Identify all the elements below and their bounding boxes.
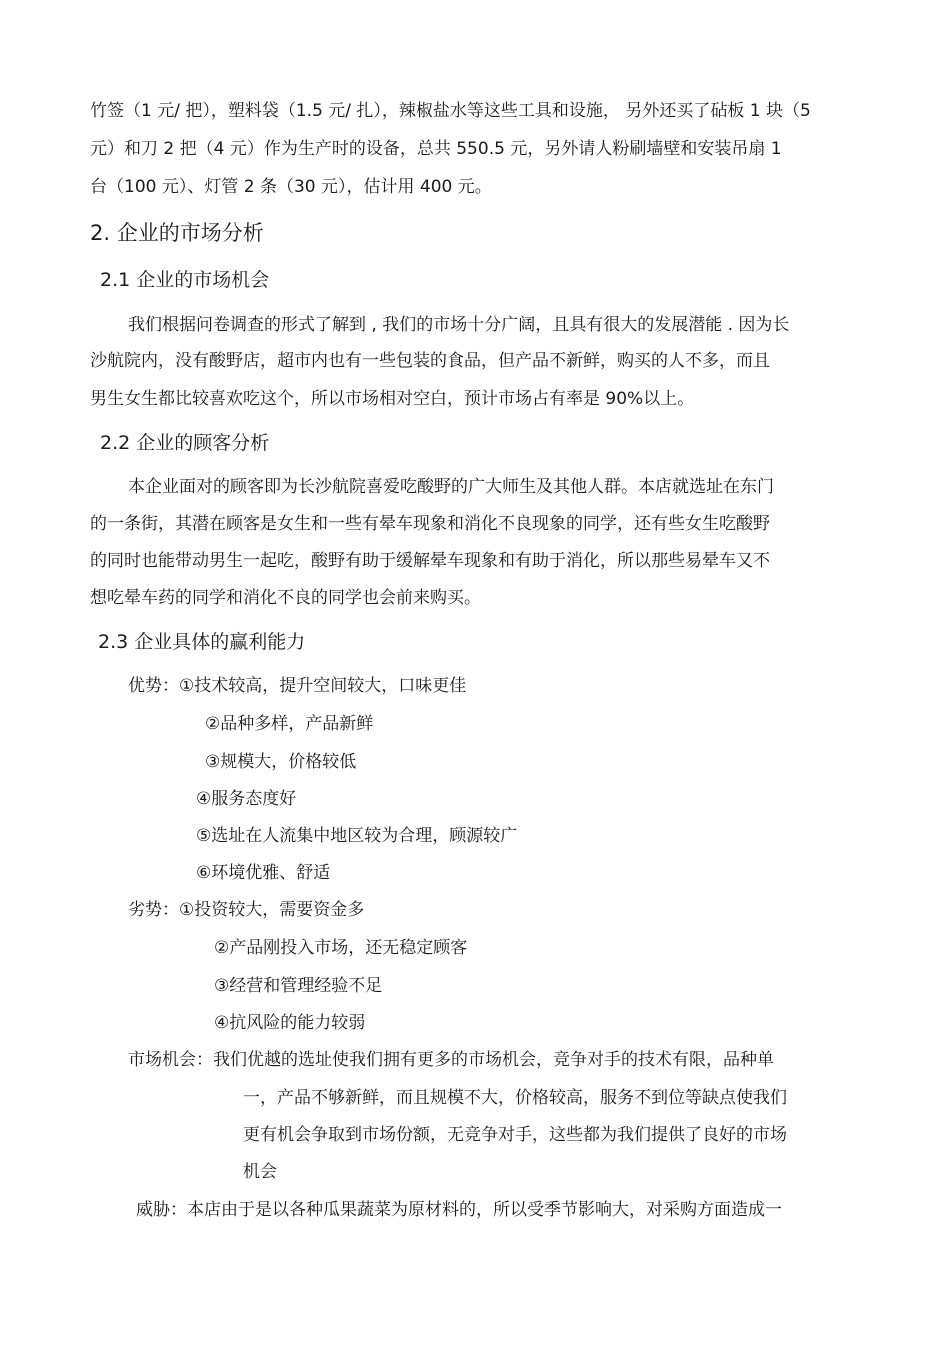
subsection-heading: 2.2 企业的顾客分析 (100, 432, 270, 454)
text-line: 元）和刀 2 把（4 元）作为生产时的设备，总共 550.5 元，另外请人粉刷墙壁和安装吊扇 1 (90, 139, 782, 159)
text-line: 沙航院内，没有酸野店，超市内也有一些包装的食品，但产品不新鲜，购买的人不多，而且 (90, 351, 770, 371)
subsection-heading: 2.3 企业具体的赢利能力 (98, 631, 306, 653)
disadvantage-item: ②产品刚投入市场，还无稳定顾客 (214, 938, 468, 958)
disadvantage-item: ④抗风险的能力较弱 (214, 1013, 366, 1033)
opportunity-text: 更有机会争取到市场份额，无竞争对手，这些都为我们提供了良好的市场 (243, 1125, 787, 1145)
text-line: 的同时也能带动男生一起吃，酸野有助于缓解晕车现象和有助于消化，所以那些易晕车又不 (90, 551, 770, 571)
text-line: 我们根据问卷调查的形式了解到 , 我们的市场十分广阔，且具有很大的发展潜能 . 因为长 (128, 315, 790, 335)
advantage-item: ③规模大，价格较低 (205, 752, 357, 772)
advantage-item: ②品种多样，产品新鲜 (205, 714, 374, 734)
text-line: 的一条街，其潜在顾客是女生和一些有晕车现象和消化不良现象的同学，还有些女生吃酸野 (90, 514, 770, 534)
text-line: 男生女生都比较喜欢吃这个，所以市场相对空白，预计市场占有率是 90%以上。 (90, 389, 695, 409)
opportunity-text: 一，产品不够新鲜，而且规模不大，价格较高，服务不到位等缺点使我们 (243, 1088, 787, 1108)
threat-text: 威胁：本店由于是以各种瓜果蔬菜为原材料的，所以受季节影响大，对采购方面造成一 (136, 1200, 782, 1220)
disadvantage-item: 劣势：①投资较大，需要资金多 (128, 900, 365, 920)
opportunity-text: 机会 (243, 1162, 277, 1182)
advantage-item: ⑤选址在人流集中地区较为合理，顾源较广 (196, 826, 518, 846)
section-heading: 2. 企业的市场分析 (90, 221, 264, 245)
text-line: 台（100 元）、灯管 2 条（30 元），估计用 400 元。 (90, 177, 492, 197)
text-line: 想吃晕车药的同学和消化不良的同学也会前来购买。 (90, 588, 481, 608)
text-line: 竹签（1 元/ 把），塑料袋（1.5 元/ 扎），辣椒盐水等这些工具和设施， 另外还买了砧板 1 块（5 (90, 101, 811, 121)
text-line: 本企业面对的顾客即为长沙航院喜爱吃酸野的广大师生及其他人群。本店就选址在东门 (128, 477, 774, 497)
subsection-heading: 2.1 企业的市场机会 (100, 269, 270, 291)
opportunity-text: 市场机会：我们优越的选址使我们拥有更多的市场机会，竞争对手的技术有限，品种单 (128, 1050, 774, 1070)
disadvantage-item: ③经营和管理经验不足 (214, 976, 383, 996)
advantage-item: ④服务态度好 (196, 789, 297, 809)
advantage-item: ⑥环境优雅、舒适 (196, 863, 331, 883)
advantage-item: 优势：①技术较高，提升空间较大，口味更佳 (128, 676, 467, 696)
